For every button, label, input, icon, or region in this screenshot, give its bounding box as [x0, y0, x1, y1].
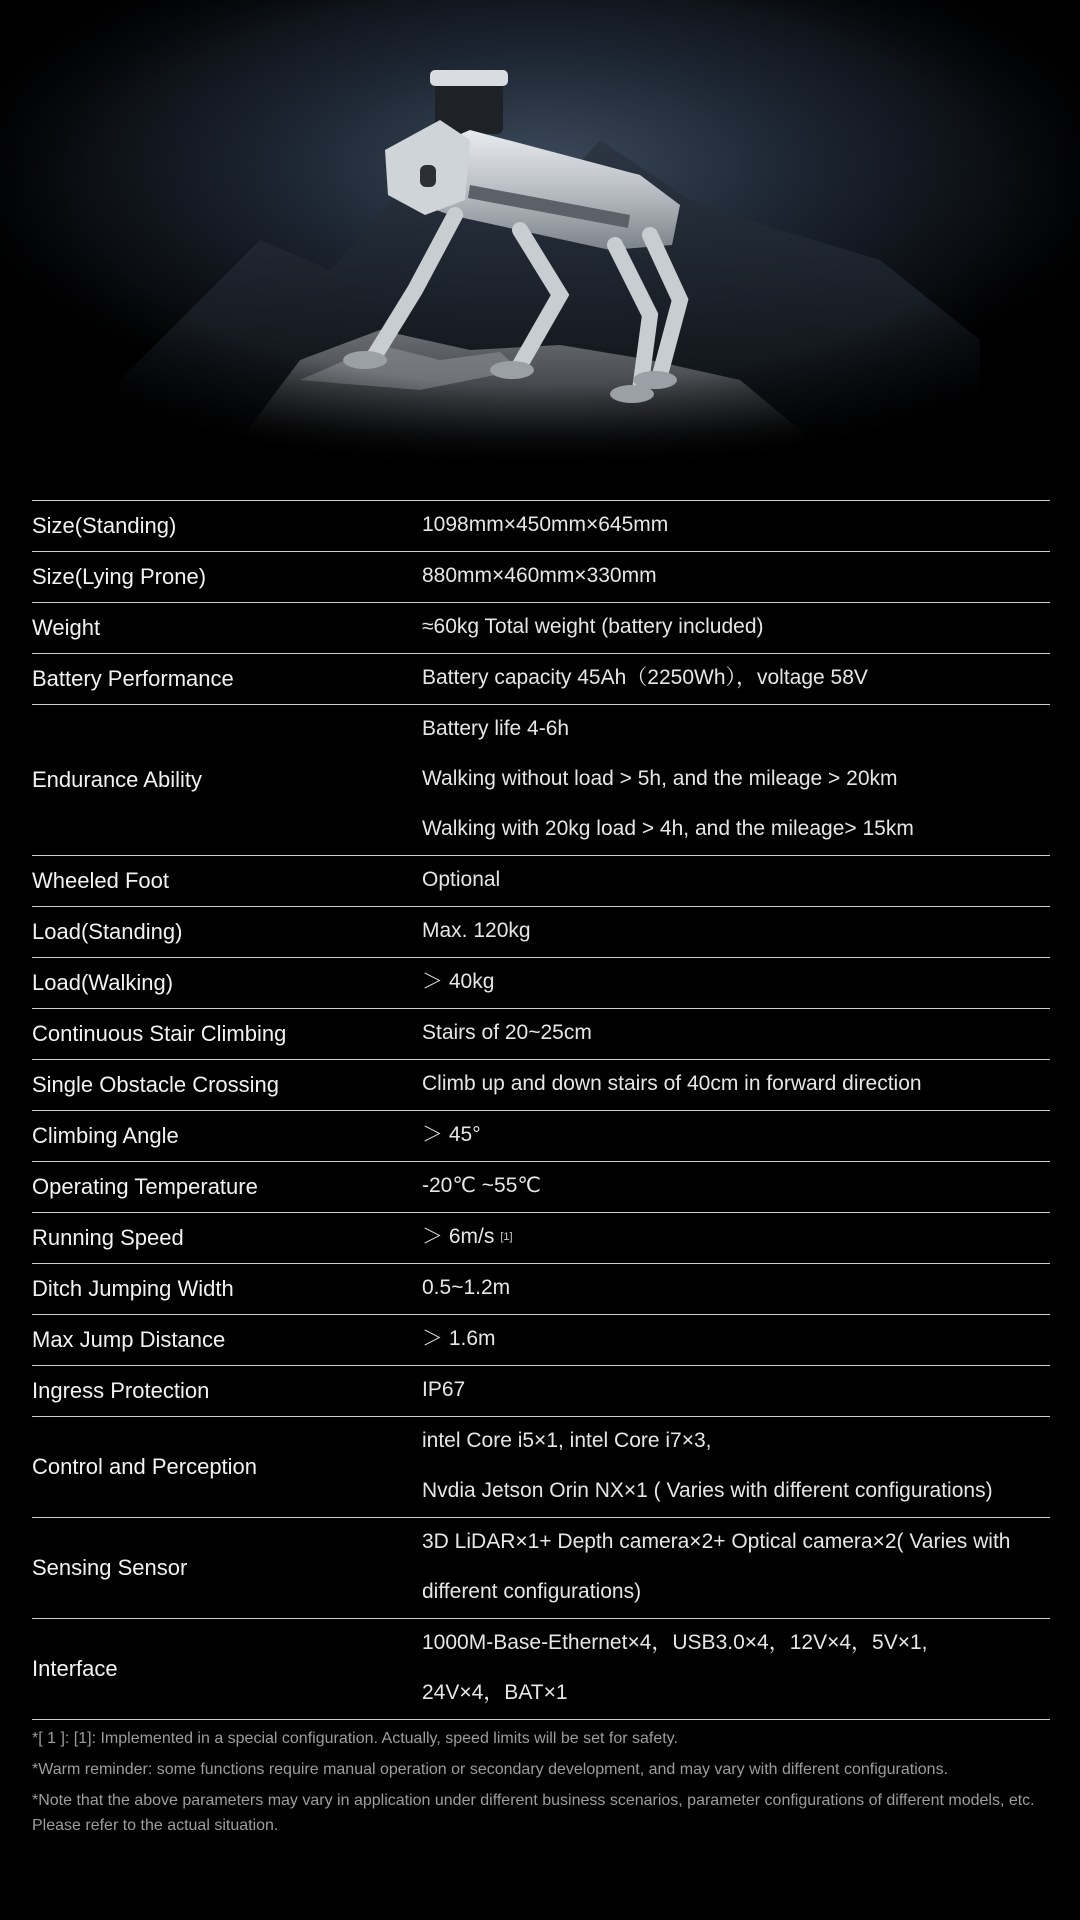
spec-row — [32, 1518, 1050, 1619]
spec-value — [422, 1417, 1050, 1467]
spec-row — [32, 654, 1050, 705]
footnote-reference: [1] — [500, 1231, 513, 1244]
spec-label: Load(Standing) — [32, 919, 183, 944]
spec-values — [422, 705, 1050, 855]
spec-values — [422, 1060, 1050, 1110]
spec-value — [422, 1162, 1050, 1212]
spec-value-text: different configurations) — [422, 1580, 642, 1603]
spec-value — [422, 654, 1050, 704]
robot-dog-illustration — [0, 0, 1080, 470]
spec-values — [422, 654, 1050, 704]
spec-value-text: Battery life 4-6h — [422, 717, 570, 740]
spec-value — [422, 1619, 1050, 1669]
spec-value-text: Stairs of 20~25cm — [422, 1021, 592, 1044]
spec-value-text: Nvdia Jetson Orin NX×1 ( Varies with different configurations) — [422, 1479, 993, 1502]
spec-label: Operating Temperature — [32, 1174, 258, 1199]
spec-values — [422, 1213, 1050, 1263]
spec-row — [32, 1060, 1050, 1111]
spec-value — [422, 1009, 1050, 1059]
spec-values — [422, 907, 1050, 957]
spec-row — [32, 1417, 1050, 1518]
spec-values — [422, 1111, 1050, 1161]
spec-label: Max Jump Distance — [32, 1327, 226, 1352]
spec-values — [422, 1009, 1050, 1059]
spec-value-text: 880mm×460mm×330mm — [422, 564, 657, 587]
spec-label: Size(Standing) — [32, 513, 177, 538]
spec-row — [32, 1162, 1050, 1213]
spec-values — [422, 501, 1050, 551]
spec-row — [32, 958, 1050, 1009]
spec-label: Load(Walking) — [32, 970, 174, 995]
spec-row — [32, 603, 1050, 654]
spec-label: Control and Perception — [32, 1454, 258, 1479]
spec-value — [422, 1264, 1050, 1314]
spec-table — [32, 500, 1050, 1720]
footnote: *Warm reminder: some functions require manual operation or secondary development, and may vary with different configurations. — [32, 1761, 949, 1778]
spec-value — [422, 1366, 1050, 1416]
spec-row — [32, 1315, 1050, 1366]
spec-value-text: ＞ 6m/s — [422, 1225, 495, 1248]
footnotes — [32, 1726, 1052, 1844]
hero-image — [0, 0, 1080, 470]
spec-value-text: ≈60kg Total weight (battery included) — [422, 615, 764, 638]
footnote: *Note that the above parameters may vary in application under different business scenarios, parameter configurations of different models, etc. Please refer to the actual situation. — [32, 1792, 1035, 1834]
spec-value-text: intel Core i5×1, intel Core i7×3, — [422, 1429, 712, 1452]
spec-label: Size(Lying Prone) — [32, 564, 207, 589]
spec-row — [32, 1264, 1050, 1315]
spec-value-text: IP67 — [422, 1378, 466, 1401]
spec-value — [422, 1568, 1050, 1618]
spec-label: Single Obstacle Crossing — [32, 1072, 280, 1097]
spec-values — [422, 1315, 1050, 1365]
spec-label: Climbing Angle — [32, 1123, 179, 1148]
spec-label: Battery Performance — [32, 666, 234, 691]
spec-row — [32, 856, 1050, 907]
spec-label: Ditch Jumping Width — [32, 1276, 234, 1301]
spec-value — [422, 856, 1050, 906]
spec-values — [422, 1264, 1050, 1314]
spec-row — [32, 1111, 1050, 1162]
spec-value-text: 3D LiDAR×1+ Depth camera×2+ Optical camera×2( Varies with — [422, 1530, 1011, 1553]
spec-label: Interface — [32, 1656, 118, 1681]
spec-value — [422, 603, 1050, 653]
spec-value — [422, 1213, 1050, 1263]
spec-value — [422, 1111, 1050, 1161]
spec-values — [422, 552, 1050, 602]
spec-value-text: 24V×4，BAT×1 — [422, 1681, 568, 1704]
spec-value-text: -20℃ ~55℃ — [422, 1174, 541, 1197]
footnote: *[ 1 ]: [1]: Implemented in a special configuration. Actually, speed limits will be set for safety. — [32, 1730, 678, 1747]
spec-value — [422, 805, 1050, 855]
spec-value — [422, 501, 1050, 551]
spec-values — [422, 1162, 1050, 1212]
spec-row — [32, 552, 1050, 603]
spec-value — [422, 552, 1050, 602]
spec-value — [422, 1060, 1050, 1110]
spec-value — [422, 705, 1050, 755]
spec-label: Ingress Protection — [32, 1378, 210, 1403]
spec-values — [422, 856, 1050, 906]
spec-value-text: Walking with 20kg load > 4h, and the mileage> 15km — [422, 817, 914, 840]
spec-value — [422, 1518, 1050, 1568]
spec-values — [422, 1619, 1050, 1719]
spec-value-text: Walking without load > 5h, and the mileage > 20km — [422, 767, 898, 790]
spec-value-text: ＞ 1.6m — [422, 1327, 496, 1350]
spec-values — [422, 1366, 1050, 1416]
spec-value — [422, 1467, 1050, 1517]
spec-row — [32, 1009, 1050, 1060]
spec-value — [422, 1669, 1050, 1719]
spec-value-text: ＞ 45° — [422, 1123, 481, 1146]
spec-values — [422, 603, 1050, 653]
spec-values — [422, 1417, 1050, 1517]
spec-value-text: Max. 120kg — [422, 919, 531, 942]
spec-label: Continuous Stair Climbing — [32, 1021, 287, 1046]
spec-value-text: 0.5~1.2m — [422, 1276, 511, 1299]
spec-value — [422, 958, 1050, 1008]
spec-values — [422, 1518, 1050, 1618]
spec-row — [32, 907, 1050, 958]
spec-value-text: Climb up and down stairs of 40cm in forward direction — [422, 1072, 922, 1095]
spec-value — [422, 1315, 1050, 1365]
spec-label: Wheeled Foot — [32, 868, 169, 893]
spec-value-text: 1000M-Base-Ethernet×4，USB3.0×4，12V×4，5V×1, — [422, 1631, 928, 1654]
spec-label: Sensing Sensor — [32, 1555, 188, 1580]
spec-row — [32, 705, 1050, 856]
spec-value-text: Optional — [422, 868, 501, 891]
spec-row — [32, 1619, 1050, 1720]
spec-value-text: ＞ 40kg — [422, 970, 495, 993]
spec-value — [422, 907, 1050, 957]
spec-value-text: Battery capacity 45Ah（2250Wh），voltage 58V — [422, 666, 868, 689]
spec-value-text: 1098mm×450mm×645mm — [422, 513, 669, 536]
spec-label: Weight — [32, 615, 101, 640]
spec-values — [422, 958, 1050, 1008]
spec-row — [32, 1366, 1050, 1417]
spec-label: Endurance Ability — [32, 767, 202, 792]
spec-label: Running Speed — [32, 1225, 184, 1250]
spec-value — [422, 755, 1050, 805]
spec-row — [32, 1213, 1050, 1264]
spec-row — [32, 501, 1050, 552]
